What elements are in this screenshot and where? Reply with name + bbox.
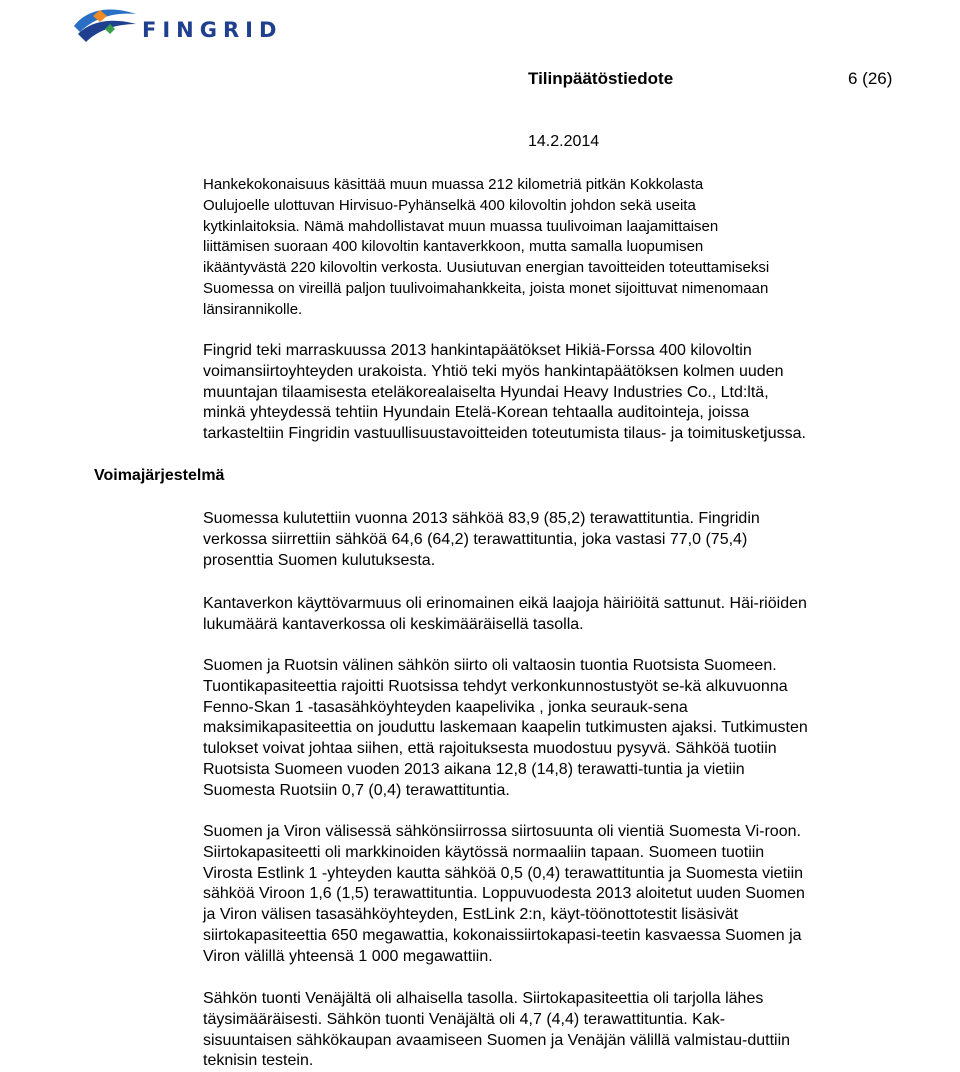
paragraph-consumption: Suomessa kulutettiin vuonna 2013 sähköä 83,9 (85,2) terawattituntia. Fingridin verkossa siirrettiin sähköä 64,6 (64,2) terawattituntia, joka vastasi 77,0 (75,4) prosenttia Suomen kulutuksesta. [203, 510, 760, 569]
fingrid-logo [70, 4, 300, 46]
paragraph-reliability: Kantaverkon käyttövarmuus oli erinomainen eikä laajoja häiriöitä sattunut. Häi-riöiden lukumäärä kantaverkossa oli keskimääräisellä tasolla. [203, 595, 807, 633]
paragraph-russia: Sähkön tuonti Venäjältä oli alhaisella tasolla. Siirtokapasiteettia oli tarjolla lähes täysimääräisesti. Sähkön tuonti Venäjältä oli 4,7 (4,4) terawattituntia. Kak- sisuuntaisen sähkökaupan avaamiseen Suomen ja Venäjän välillä valmistau-duttiin teknisin testein. [203, 990, 791, 1070]
paragraph-procurement: Fingrid teki marraskuussa 2013 hankintapäätökset Hikiä-Forssa 400 kilovoltin voimansiirtoyhteyden urakoista. Yhtiö teki myös hankintapäätöksen kolmen uuden muuntajan tilaamisesta eteläkorealaiselta Hyundai Heavy Industries Co., Ltd:ltä, minkä yhteydessä tehtiin Hyundain Etelä-Korean tehtaalla auditointeja, joissa tarkasteltiin Fingridin vastuullisuustavoitteiden toteutumista tilaus- ja toimitusketjussa. [203, 342, 806, 443]
fingrid-emblem-icon [70, 4, 140, 46]
document-title: Tilinpäätöstiedote [528, 69, 674, 88]
logo-wordmark: FINGRID [142, 18, 283, 42]
section-heading: Voimajärjestelmä [94, 467, 225, 484]
paragraph-sweden: Suomen ja Ruotsin välinen sähkön siirto oli valtaosin tuontia Ruotsista Suomeen. Tuontikapasiteettia rajoitti Ruotsissa tehdyt verkonkunnostustyöt se-kä alkuvuonna Fenno-Skan 1 -tasasähköyhteyden kaapelivika , jonka seurauk-sena maksimikapasiteettia on jouduttu laskemaan kaapelin tutkimusten ajaksi. Tutkimusten tulokset voivat johtaa siihen, että rajoituksesta muodostuu pysyvä. Sähköä tuotiin Ruotsista Suomeen vuoden 2013 aikana 12,8 (14,8) terawatti-tuntia ja vietiin Suomesta Ruotsiin 0,7 (0,4) terawattituntia. [203, 657, 808, 799]
document-date: 14.2.2014 [528, 133, 600, 150]
paragraph-project: Hankekokonaisuus käsittää muun muassa 212 kilometriä pitkän Kokkolasta Oulujoelle ulottuvan Hirvisuo-Pyhänselkä 400 kilovoltin johdon sekä useita kytkinlaitoksia. Nämä mahdollistavat muun muassa tuulivoiman laajamittaisen liittämisen suoraan 400 kilovoltin kantaverkkoon, mutta samalla luopumisen ikääntyvästä 220 kilovoltin verkosta. Uusiutuvan energian tavoitteiden toteuttamiseksi Suomessa on vireillä paljon tuulivoimahankkeita, joista monet sijoittuvat nimenomaan länsirannikolle. [203, 176, 770, 318]
paragraph-estonia: Suomen ja Viron välisessä sähkönsiirrossa siirtosuunta oli vientiä Suomesta Vi-roon. Siirtokapasiteetti oli markkinoiden käytössä normaaliin tapaan. Suomeen tuotiin Virosta Estlink 1 -yhteyden kautta sähköä 0,5 (0,4) terawattituntia ja Suomesta vietiin sähköä Viroon 1,6 (1,5) terawattituntia. Loppuvuodesta 2013 aloitetut uuden Suomen ja Viron välisen tasasähköyhteyden, EstLink 2:n, käyt-töönottotestit lisäsivät siirtokapasiteettia 650 megawattia, kokonaissiirtokapasi-teetin kasvaessa Suomen ja Viron välillä yhteensä 1 000 megawattiin. [203, 823, 805, 965]
page-number: 6 (26) [848, 69, 893, 88]
